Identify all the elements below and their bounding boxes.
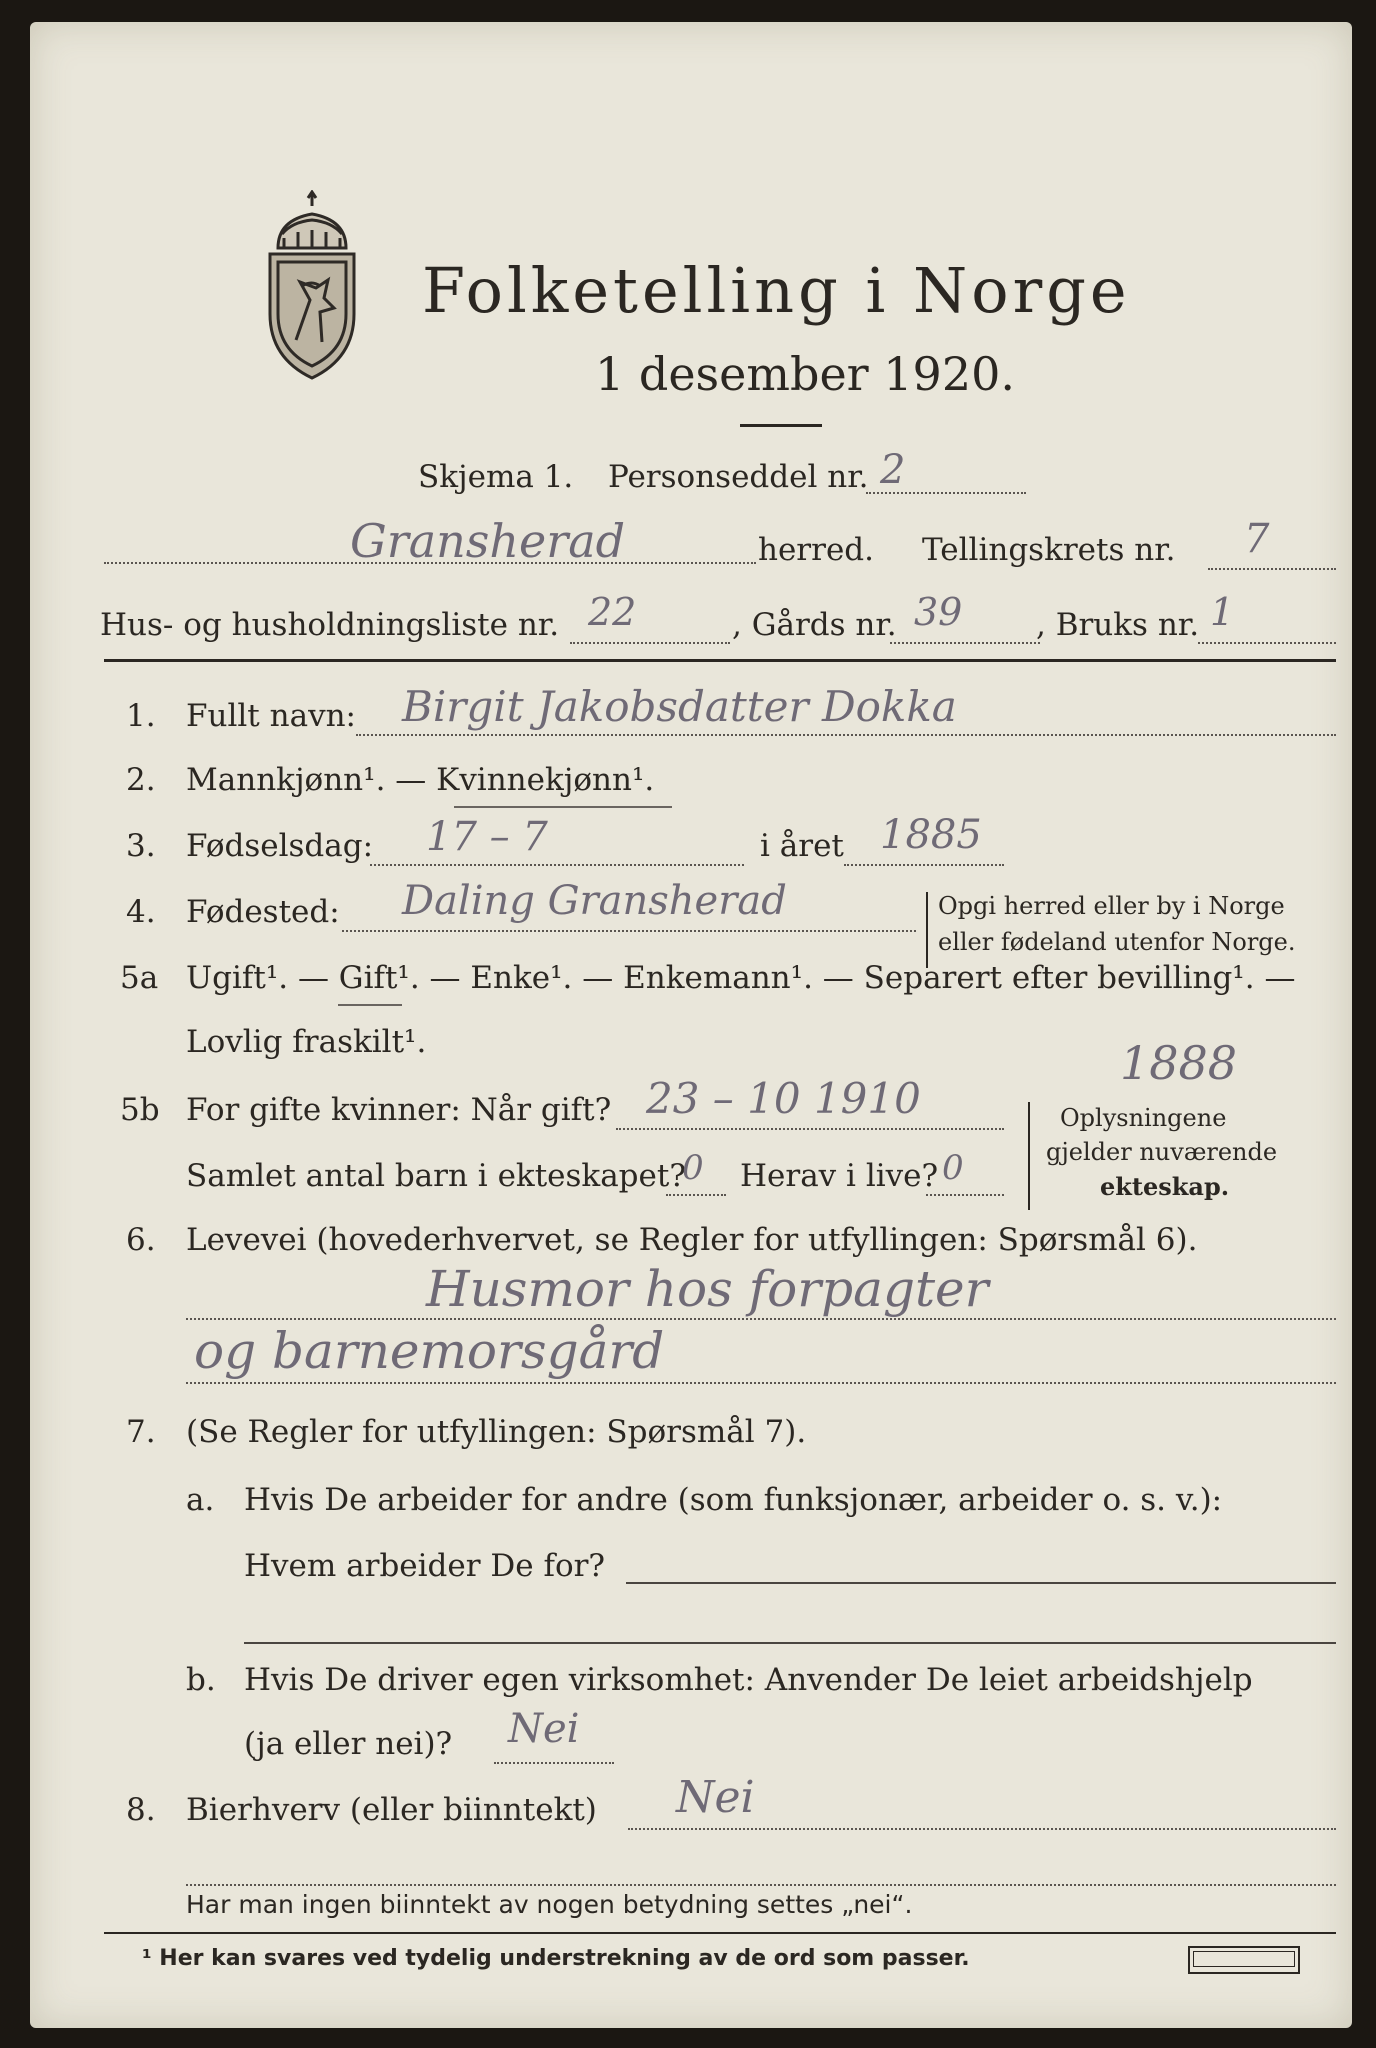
herred-value: Gransherad bbox=[350, 514, 626, 568]
gards-number: 39 bbox=[914, 590, 963, 634]
q8-answer: Nei bbox=[676, 1772, 755, 1823]
q3-birth-date: 17 – 7 bbox=[426, 814, 548, 860]
q2-number: 2. bbox=[126, 762, 156, 798]
herred-label: herred. bbox=[758, 532, 874, 568]
q7a-answer-line bbox=[626, 1582, 1336, 1584]
q4-number: 4. bbox=[126, 894, 156, 930]
norwegian-coat-of-arms-icon bbox=[258, 190, 368, 380]
q7-label: (Se Regler for utfyllingen: Spørsmål 7). bbox=[186, 1414, 807, 1450]
q5b-children-value: 0 bbox=[682, 1148, 704, 1188]
q5a-options: Ugift¹. — Gift¹. — Enke¹. — Enkemann¹. — Separert efter bevilling¹. — bbox=[186, 960, 1296, 996]
q4-note-line2: eller fødeland utenfor Norge. bbox=[938, 928, 1296, 956]
person-slip-label: Personseddel nr. bbox=[608, 459, 869, 495]
person-slip-number: 2 bbox=[880, 447, 906, 493]
q4-birthplace: Daling Gransherad bbox=[402, 878, 787, 924]
household-list-label: Hus- og husholdningsliste nr. bbox=[100, 607, 560, 643]
header-divider bbox=[104, 659, 1336, 662]
q7b-yesno-label: (ja eller nei)? bbox=[244, 1726, 453, 1762]
bruks-label: , Bruks nr. bbox=[1036, 607, 1200, 643]
q3-year-label: i året bbox=[760, 828, 844, 864]
q4-brace bbox=[926, 892, 928, 968]
q4-note-line1: Opgi herred eller by i Norge bbox=[938, 892, 1285, 920]
form-title: Folketelling i Norge bbox=[422, 254, 1131, 327]
household-list-number: 22 bbox=[588, 590, 637, 634]
q2-label: Mannkjønn¹. — Kvinnekjønn¹. bbox=[186, 762, 655, 798]
footnote: ¹ Her kan svares ved tydelig understrekning av de ord som passer. bbox=[142, 1946, 970, 1971]
q5b-marriage-date: 23 – 10 1910 bbox=[646, 1074, 921, 1123]
q5b-children-label: Samlet antal barn i ekteskapet? bbox=[186, 1158, 686, 1194]
q6-occupation-line2: og barnemorsgård bbox=[194, 1322, 665, 1380]
q5b-annotation-year: 1888 bbox=[1120, 1036, 1238, 1090]
printer-stamp bbox=[1188, 1946, 1300, 1974]
q7b-label: Hvis De driver egen virksomhet: Anvender De leiet arbeidshjelp bbox=[244, 1662, 1253, 1698]
q7a-label: Hvis De arbeider for andre (som funksjonær, arbeider o. s. v.): bbox=[244, 1482, 1223, 1518]
q6-label: Levevei (hovederhvervet, se Regler for utfyllingen: Spørsmål 6). bbox=[186, 1222, 1198, 1258]
footer-divider bbox=[104, 1932, 1336, 1934]
q3-birth-year: 1885 bbox=[880, 812, 982, 858]
census-form bbox=[30, 22, 1352, 2028]
q3-number: 3. bbox=[126, 828, 156, 864]
q2-kvinnekjonn-underline bbox=[454, 806, 672, 808]
q5b-note-line2: gjelder nuværende bbox=[1046, 1138, 1278, 1166]
q6-occupation-line1: Husmor hos forpagter bbox=[426, 1260, 989, 1318]
q1-number: 1. bbox=[126, 698, 156, 734]
q8-note: Har man ingen biinntekt av nogen betydning settes „nei“. bbox=[186, 1890, 913, 1919]
tellingskrets-label: Tellingskrets nr. bbox=[922, 532, 1176, 568]
q7a-answer-line-2 bbox=[244, 1642, 1336, 1644]
q5b-alive-value: 0 bbox=[942, 1148, 964, 1188]
form-date: 1 desember 1920. bbox=[595, 347, 1015, 401]
q7b-answer: Nei bbox=[508, 1706, 580, 1752]
q4-label: Fødested: bbox=[186, 894, 340, 930]
q1-label: Fullt navn: bbox=[186, 698, 356, 734]
q7-number: 7. bbox=[126, 1414, 156, 1450]
q5b-brace bbox=[1028, 1102, 1030, 1210]
q5b-alive-label: Herav i live? bbox=[740, 1158, 939, 1194]
q8-label: Bierhverv (eller biinntekt) bbox=[186, 1792, 597, 1828]
q5b-label: For gifte kvinner: Når gift? bbox=[186, 1092, 612, 1128]
q5a-gift-underline bbox=[338, 1004, 402, 1006]
schema-label: Skjema 1. bbox=[418, 459, 574, 495]
title-divider bbox=[740, 424, 822, 427]
q5b-note-line3: ekteskap. bbox=[1100, 1172, 1230, 1201]
bruks-number: 1 bbox=[1210, 590, 1235, 634]
q7b-letter: b. bbox=[186, 1662, 216, 1698]
gards-label: , Gårds nr. bbox=[732, 607, 897, 643]
q5a-number: 5a bbox=[120, 960, 159, 996]
q6-number: 6. bbox=[126, 1222, 156, 1258]
q5b-note-line1: Oplysningene bbox=[1060, 1104, 1227, 1132]
q7a-who-label: Hvem arbeider De for? bbox=[244, 1548, 606, 1584]
q8-number: 8. bbox=[126, 1792, 156, 1828]
q5b-number: 5b bbox=[120, 1092, 160, 1128]
q5a-options-cont: Lovlig fraskilt¹. bbox=[186, 1024, 427, 1060]
q7a-letter: a. bbox=[186, 1482, 215, 1518]
q1-full-name: Birgit Jakobsdatter Dokka bbox=[402, 682, 957, 731]
q3-label: Fødselsdag: bbox=[186, 828, 374, 864]
tellingskrets-number: 7 bbox=[1244, 516, 1270, 562]
